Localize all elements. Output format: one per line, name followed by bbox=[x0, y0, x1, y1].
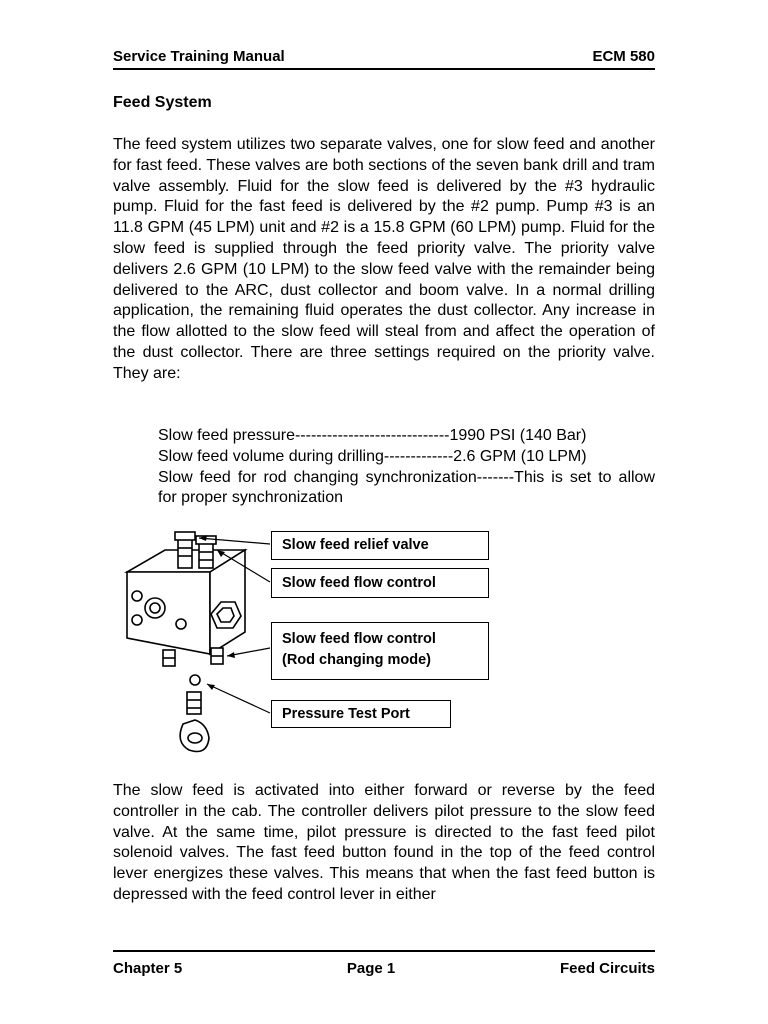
callout-rod-changing-flow-control bbox=[271, 622, 489, 680]
callout-slow-feed-flow-control: Slow feed flow control bbox=[271, 568, 489, 598]
setting-slow-feed-pressure: Slow feed pressure-----------------------------1990 PSI (140 Bar) bbox=[158, 427, 587, 444]
activation-paragraph: The slow feed is activated into either forward or reverse by the feed controller in the cab. The controller delivers pilot pressure to the slow feed valve. At the same time, pilot pressure is directed to the fast feed pilot solenoid valves. The fast feed button found in the top of the feed control lever energizes these valves. This means that when the fast feed button is depressed with the feed control lever in either bbox=[113, 782, 655, 903]
footer-chapter: Chapter 5 bbox=[113, 960, 183, 977]
header-model: ECM 580 bbox=[592, 48, 655, 65]
page-footer bbox=[113, 950, 655, 977]
section-title: Feed System bbox=[113, 94, 212, 111]
intro-paragraph: The feed system utilizes two separate valves, one for slow feed and another for fast feed. These valves are both sections of the seven bank drill and tram valve assembly. Fluid for the slow feed is delivered by the #3 hydraulic pump. Fluid for the fast feed is delivered by the #2 pump. Pump #3 is an 11.8 GPM (45 LPM) unit and #2 is a 15.8 GPM (60 LPM) pump. Fluid for the slow feed is supplied through the feed priority valve. The priority valve delivers 2.6 GPM (10 LPM) to the slow feed valve with the remainder being delivered to the ARC, dust collector and boom valve. In a normal drilling application, the remaining fluid operates the dust collector. Any increase in the flow allotted to the slow feed will steal from and affect the operation of the dust collector. There are three settings required on the priority valve. They are: bbox=[113, 136, 655, 382]
footer-page-number: Page 1 bbox=[346, 960, 396, 977]
footer-section: Feed Circuits bbox=[559, 960, 655, 977]
priority-valve-settings bbox=[158, 426, 655, 509]
callout-rod-line2: (Rod changing mode) bbox=[282, 652, 432, 668]
callout-rod-line1: Slow feed flow control bbox=[282, 631, 436, 647]
callout-slow-feed-relief-valve: Slow feed relief valve bbox=[271, 531, 489, 560]
header-manual-title: Service Training Manual bbox=[113, 48, 285, 65]
callout-pressure-test-port: Pressure Test Port bbox=[271, 700, 451, 728]
setting-slow-feed-volume: Slow feed volume during drilling-------------2.6 GPM (10 LPM) bbox=[158, 447, 587, 465]
setting-rod-changing-sync: Slow feed for rod changing synchronization-------This is set to allow for proper synchronization bbox=[158, 468, 655, 507]
page-header bbox=[113, 48, 655, 70]
